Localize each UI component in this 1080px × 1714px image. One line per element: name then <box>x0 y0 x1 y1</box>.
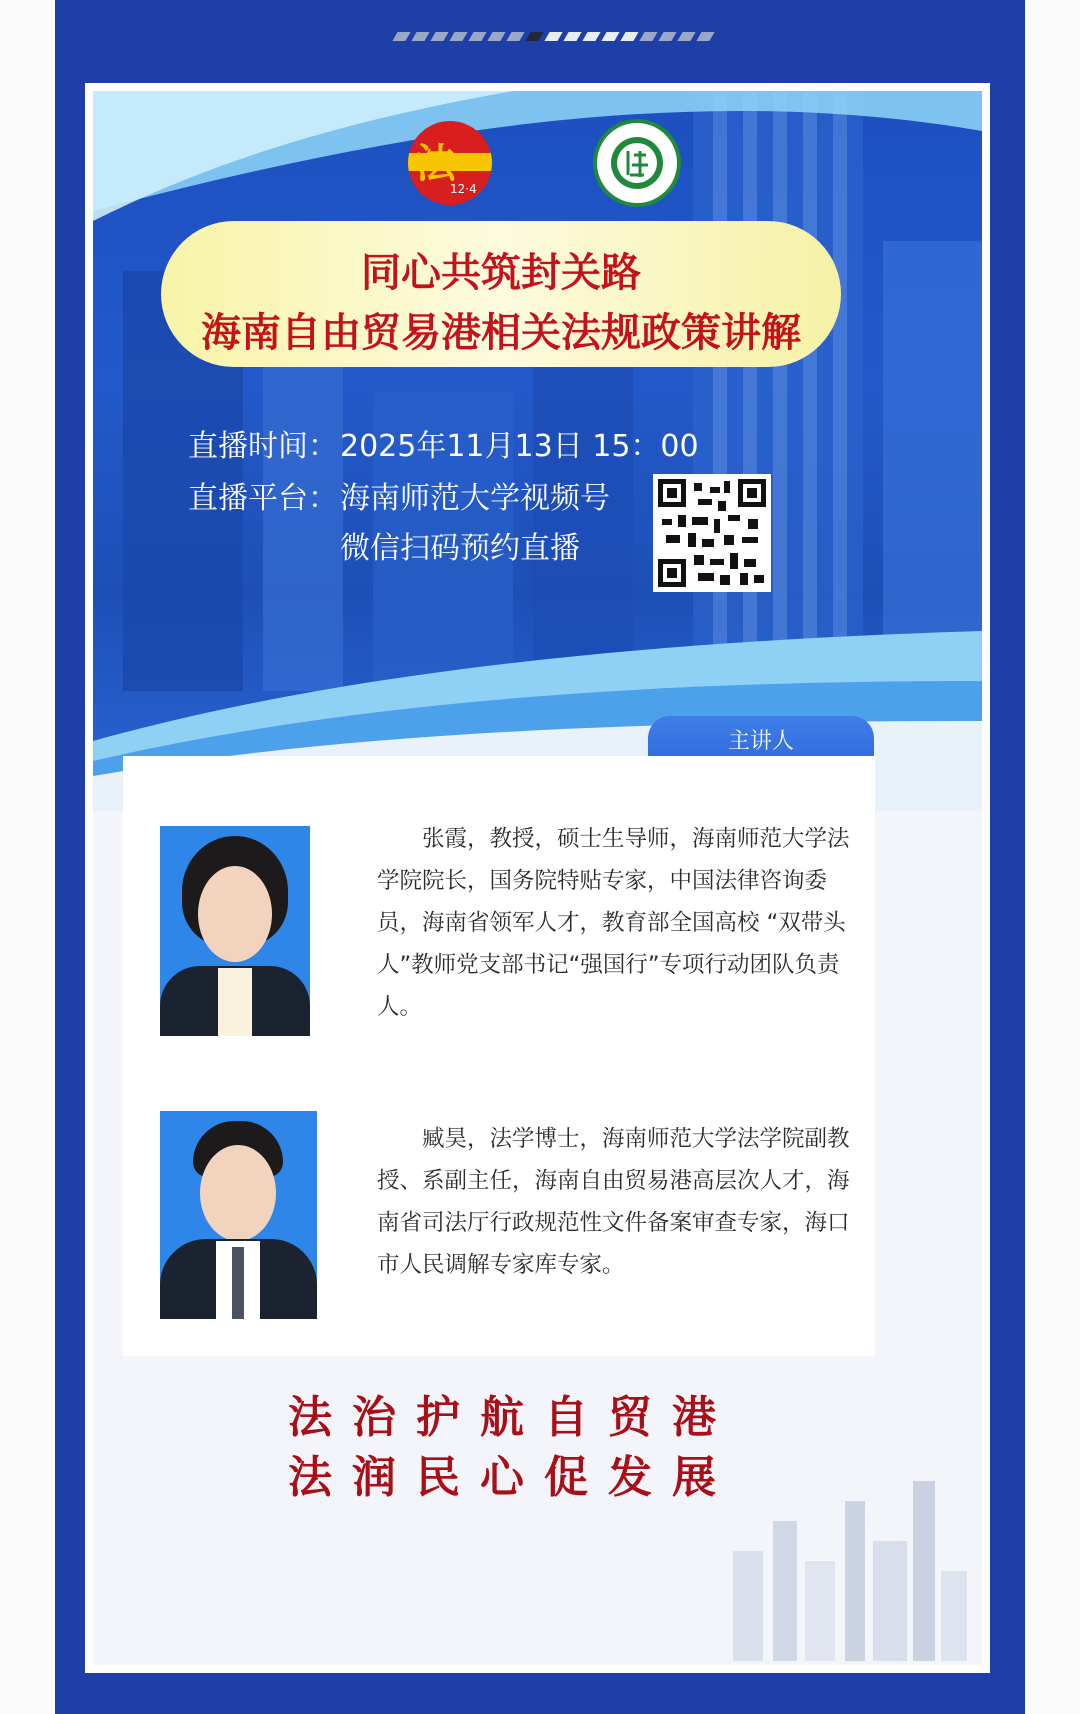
hero-banner <box>93 91 982 811</box>
title-line-2: 海南自由贸易港相关法规政策讲解 <box>201 310 801 356</box>
tie <box>232 1247 244 1319</box>
qr-code-icon[interactable] <box>653 474 771 592</box>
speaker-1-bio: 张霞，教授，硕士生导师，海南师范大学法学院院长，国务院特贴专家，中国法律咨询委员，海南省领军人才，教育部全国高校 “双带头人”教师党支部书记“强国行”专项行动团队负责人。 <box>377 826 850 1020</box>
live-platform-label: 直播平台： <box>188 481 338 516</box>
speaker-1-photo <box>160 826 310 1036</box>
poster-card <box>85 83 990 1673</box>
svg-text:12·4: 12·4 <box>450 182 477 196</box>
speaker-2-photo <box>160 1111 317 1319</box>
speakers-panel <box>123 756 875 1356</box>
live-time-label: 直播时间： <box>188 429 338 464</box>
law-day-logo-icon <box>408 121 492 205</box>
title-pill <box>161 221 841 367</box>
live-time-value: 2025年11月13日 15：00 <box>340 429 699 464</box>
title-line-1: 同心共筑封关路 <box>361 250 641 296</box>
slogan-line-2: 法润民心促发展 <box>288 1452 736 1503</box>
live-platform-value: 海南师范大学视频号 <box>340 481 610 516</box>
speakers-tab: 主讲人 <box>648 716 874 786</box>
slogan-line-1: 法治护航自贸港 <box>288 1392 736 1443</box>
top-dash-decoration <box>395 32 712 42</box>
svg-text:法: 法 <box>416 141 456 187</box>
skyline-decoration <box>713 1441 973 1661</box>
live-reserve-text: 微信扫码预约直播 <box>340 531 580 566</box>
speaker-2-bio: 臧昊，法学博士，海南师范大学法学院副教授、系副主任，海南自由贸易港高层次人才，海南省司法厅行政规范性文件备案审查专家，海口市人民调解专家库专家。 <box>377 1126 850 1278</box>
hainan-normal-university-seal-icon <box>593 119 681 207</box>
